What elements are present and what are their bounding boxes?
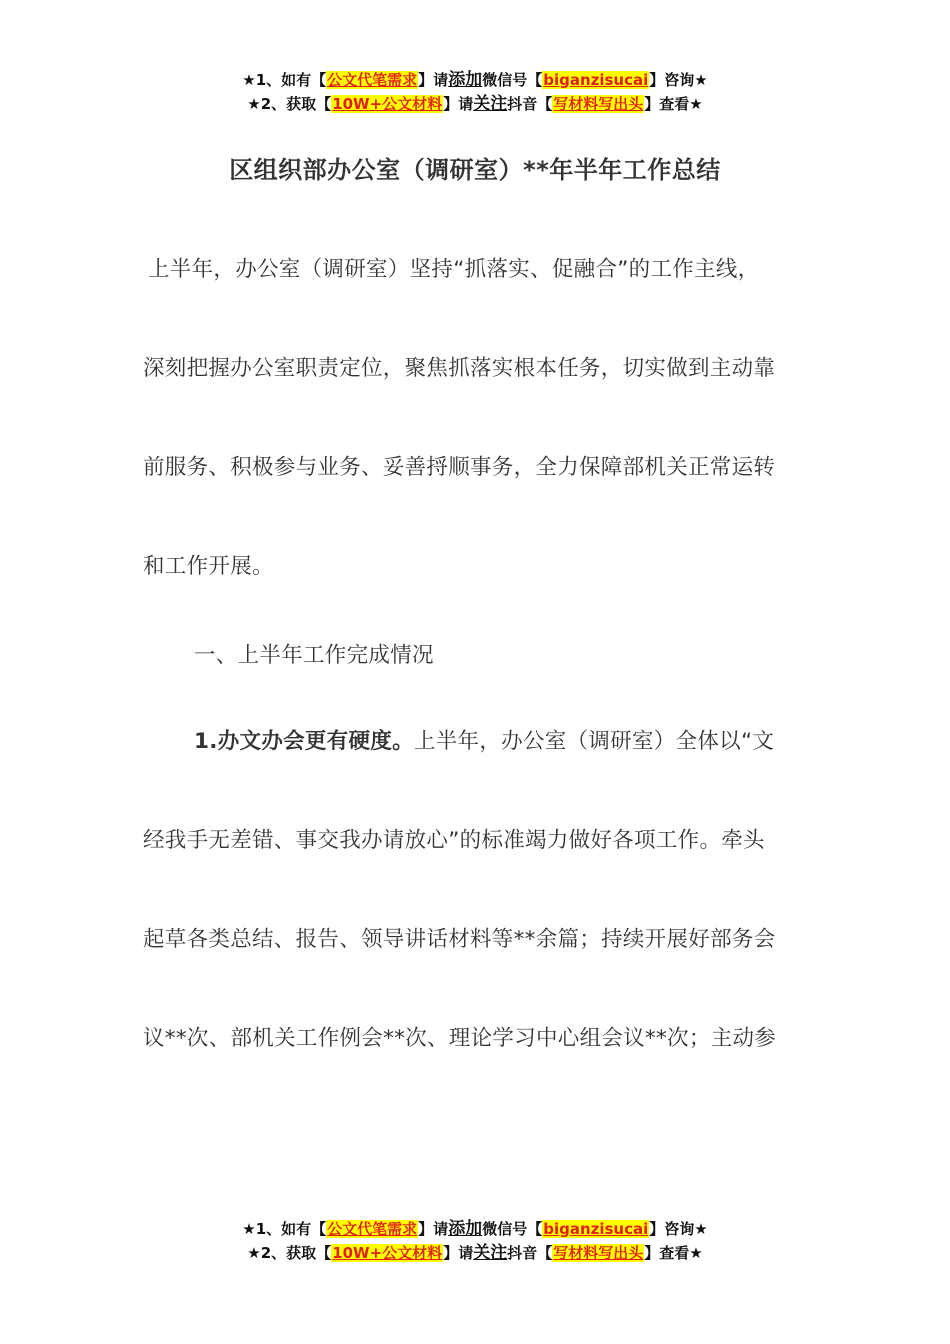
banner-emphasis: 添加 — [448, 70, 483, 90]
item-heading: 1.办文办会更有硬度。 — [194, 729, 414, 754]
banner-text: 抖音【 — [507, 1244, 553, 1262]
paragraph-line: 深刻把握办公室职责定位，聚焦抓落实根本任务，切实做到主动靠 — [143, 356, 776, 381]
banner-text: ★1、如有【 — [242, 1220, 327, 1238]
item-line — [194, 724, 774, 755]
section-heading: 一、上半年工作完成情况 — [194, 643, 434, 668]
paragraph-line: 前服务、积极参与业务、妥善捋顺事务，全力保障部机关正常运转 — [143, 455, 776, 480]
banner-text: ★2、获取【 — [247, 95, 332, 113]
bottom-banner — [0, 1217, 950, 1265]
item-line: 起草各类总结、报告、领导讲话材料等**余篇；持续开展好部务会 — [143, 927, 776, 952]
banner-highlight: 写材料写出头 — [553, 95, 644, 113]
banner-text: 抖音【 — [507, 95, 553, 113]
banner-line-2 — [0, 1241, 950, 1265]
item-line: 经我手无差错、事交我办请放心”的标准竭力做好各项工作。牵头 — [143, 828, 765, 853]
paragraph-line: 上半年，办公室（调研室）坚持“抓落实、促融合”的工作主线， — [148, 257, 760, 282]
item-line: 议**次、部机关工作例会**次、理论学习中心组会议**次；主动参 — [143, 1026, 777, 1051]
banner-text: 】查看★ — [644, 95, 703, 113]
top-banner — [0, 68, 950, 116]
banner-text: 】咨询★ — [649, 1220, 708, 1238]
banner-emphasis: 添加 — [448, 1219, 483, 1239]
banner-highlight: 写材料写出头 — [553, 1244, 644, 1262]
banner-text: 】请 — [443, 1244, 474, 1262]
banner-highlight: 公文代笔需求 — [327, 71, 418, 89]
banner-text: 】查看★ — [644, 1244, 703, 1262]
banner-emphasis: 关注 — [473, 1243, 508, 1263]
banner-highlight: biganzisucai — [543, 1220, 649, 1238]
banner-text: ★1、如有【 — [242, 71, 327, 89]
paragraph-line: 和工作开展。 — [143, 554, 274, 579]
banner-highlight: 10W+公文材料 — [332, 1244, 443, 1262]
banner-text: 】请 — [418, 71, 449, 89]
banner-highlight: 公文代笔需求 — [327, 1220, 418, 1238]
banner-highlight: biganzisucai — [543, 71, 649, 89]
item-text: 上半年，办公室（调研室）全体以“文 — [413, 729, 775, 754]
banner-text: 微信号【 — [482, 71, 543, 89]
banner-line-1 — [0, 68, 950, 92]
banner-line-2 — [0, 92, 950, 116]
banner-text: 】请 — [418, 1220, 449, 1238]
banner-text: ★2、获取【 — [247, 1244, 332, 1262]
banner-text: 】咨询★ — [649, 71, 708, 89]
banner-text: 微信号【 — [482, 1220, 543, 1238]
banner-highlight: 10W+公文材料 — [332, 95, 443, 113]
banner-text: 】请 — [443, 95, 474, 113]
banner-emphasis: 关注 — [473, 94, 508, 114]
banner-line-1 — [0, 1217, 950, 1241]
document-title: 区组织部办公室（调研室）**年半年工作总结 — [229, 156, 721, 184]
